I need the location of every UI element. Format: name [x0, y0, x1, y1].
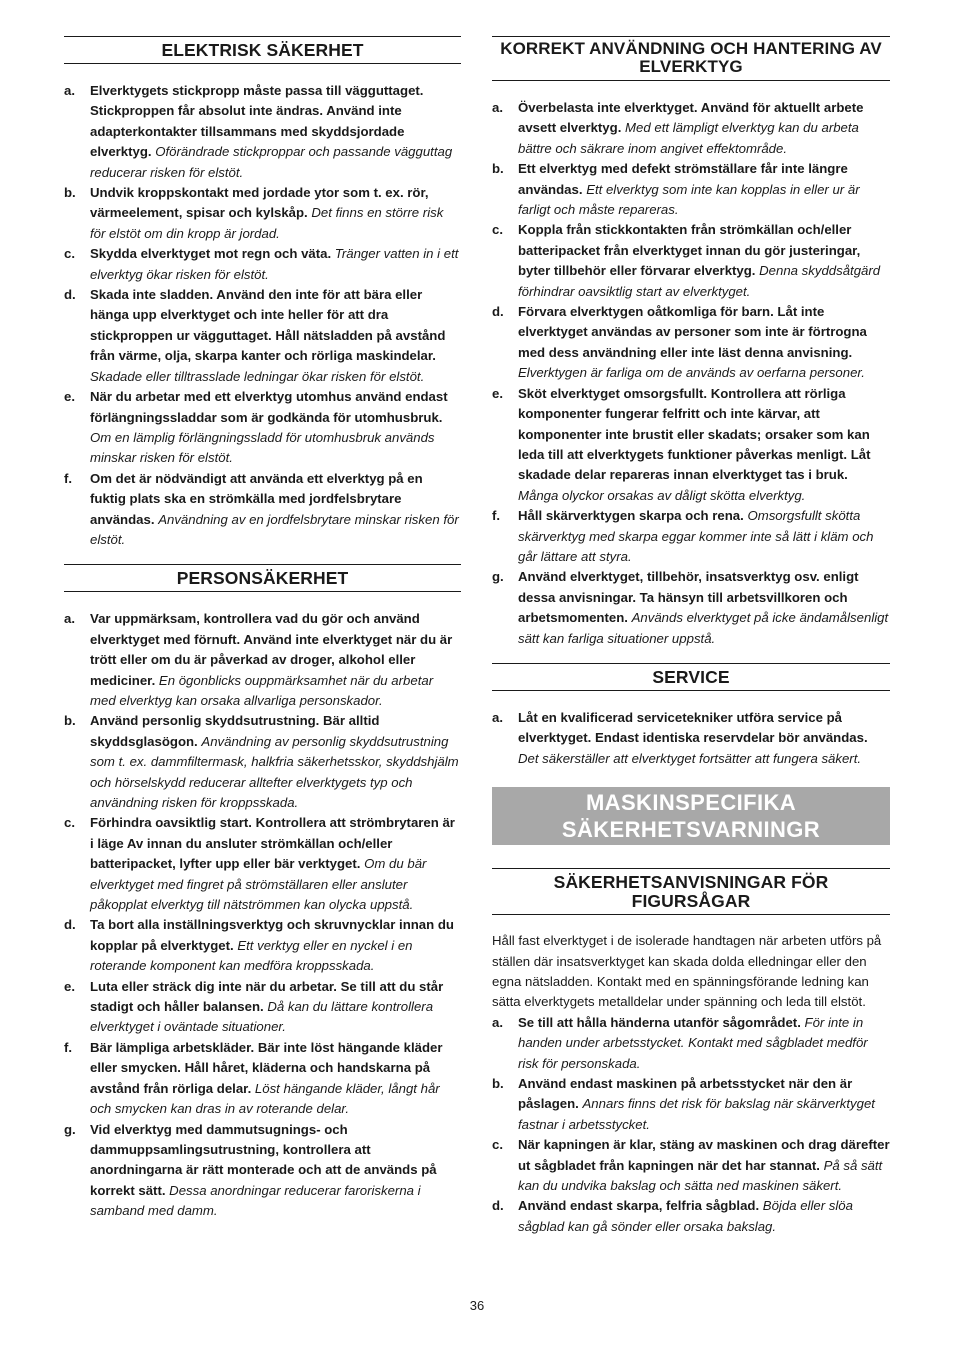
item-explanation: Ett verktyg eller en nyckel i en roterande komponent kan medföra kroppsskada. [90, 937, 413, 974]
item-explanation: På så sätt kan du undvika bakslag och sätta ned maskinen säkert. [518, 1157, 883, 1194]
item-instruction: Överbelasta inte elverktyget. Använd för aktuellt arbete avsett elverktyg. [518, 100, 864, 136]
item-letter: b. [492, 161, 504, 177]
banner-line-1: MASKINSPECIFIKA [585, 790, 797, 816]
section-title-figursagar: SÄKERHETSANVISNINGAR FÖR FIGURSÅGAR [492, 868, 890, 915]
section-title-personsakerhet: PERSONSÄKERHET [64, 564, 461, 592]
item-explanation: Skadade eller tilltrasslade ledningar ökar risken för elstöt. [90, 368, 425, 384]
item-explanation: Dessa anordningar reducerar faroriskerna i samband med damm. [90, 1182, 421, 1219]
item-letter: f. [492, 508, 501, 524]
figursagar-intro: Håll fast elverktyget i de isolerade handtagen när arbeten utförs på ställen där insatsverktyget kan skada dolda elledningar eller den egna nätsladden. Kontakt med en spänningsförande ledning kan sätta elverktygets metalldelar under spänning och leda till elstöt. [492, 933, 882, 1010]
item-explanation: Då kan du lättare kontrollera elverktyget i oväntade situationer. [90, 999, 434, 1035]
item-letter: b. [492, 1076, 504, 1092]
item-instruction: När kapningen är klar, stäng av maskinen och drag därefter ut sågbladet från kapningen när det har stannat. [518, 1137, 890, 1173]
item-instruction: Använd endast skarpa, felfria sågblad. [518, 1198, 760, 1214]
item-instruction: Var uppmärksam, kontrollera vad du gör och använd elverktyget med förnuft. Använd inte elverktyget när du är trött eller om du är påverkad av droger, alkohol eller mediciner. [90, 611, 453, 688]
list-item [492, 506, 890, 567]
item-explanation: Användning av en jordfelsbrytare minskar risken för elstöt. [90, 511, 459, 547]
list-item [64, 915, 461, 976]
item-instruction: Håll skärverktygen skarpa och rena. [518, 508, 744, 524]
item-explanation: Ett elverktyg som inte kan kopplas in eller ur är farligt och måste repareras. [518, 181, 860, 218]
list-item [64, 183, 461, 244]
item-explanation: Elverktygen är farliga om de används av oerfarna personer. [518, 365, 865, 381]
item-letter: c. [492, 1137, 503, 1153]
list-item [492, 302, 890, 384]
item-letter: a. [492, 100, 503, 115]
list-item [64, 813, 461, 915]
item-letter: b. [64, 185, 76, 201]
item-explanation: Löst hängande kläder, långt hår och smycken kan dras in av roterande delar. [90, 1080, 440, 1117]
service-list [492, 708, 890, 769]
item-instruction: Sköt elverktyget omsorgsfullt. Kontrollera att rörliga komponenter fungerar felfritt och inte kärvar, att komponenter inte brustit eller skadats; orsaker som kan leda till att elverktygets funktioner påverkas menligt. Låt skadade delar repareras innan elverktyget tas i bruk. [518, 385, 871, 483]
item-instruction: När du arbetar med ett elverktyg utomhus använd endast förlängningssladdar som är godkända för utomhusbruk. [90, 389, 448, 425]
list-item [64, 285, 461, 387]
list-item [64, 81, 461, 183]
item-explanation: Tränger vatten in i ett elverktyg ökar risken för elstöt. [90, 246, 459, 282]
item-instruction: Undvik kroppskontakt med jordade ytor som t. ex. rör, värmeelement, spisar och kylskåp. [90, 185, 429, 221]
item-letter: g. [492, 569, 504, 585]
right-column [492, 36, 890, 1237]
list-item [492, 98, 890, 159]
list-item [492, 1074, 890, 1135]
item-letter: e. [64, 978, 75, 994]
item-letter: f. [64, 1039, 73, 1055]
list-item [64, 387, 461, 469]
item-instruction: Låt en kvalificerad servicetekniker utföra service på elverktyget. Endast identiska reservdelar bör användas. [518, 709, 868, 746]
list-item [492, 220, 890, 302]
item-letter: e. [492, 385, 503, 401]
item-instruction: Använd elverktyget, tillbehör, insatsverktyg osv. enligt dessa anvisningar. Ta hänsyn till arbetsvillkoren och arbetsmomenten. [518, 569, 859, 626]
item-explanation: Det säkerställer att elverktyget fortsätter att fungera säkert. [518, 750, 862, 766]
list-item [64, 609, 461, 711]
page-number: 36 [469, 1298, 485, 1313]
section-title-elektrisk-sakerhet: ELEKTRISK SÄKERHET [64, 36, 461, 64]
list-item [492, 708, 890, 769]
item-instruction: Koppla från stickkontakten från strömkällan och/eller batteripacket från elverktyget innan du gör justeringar, byter tillbehör eller förvarar elverktyg. [518, 222, 861, 279]
figursagar-list [492, 1013, 890, 1237]
item-instruction: Förvara elverktygen oåtkomliga för barn. Låt inte elverktyget användas av personer som inte är förtrogna med dess användning eller inte läst denna anvisning. [518, 304, 867, 360]
item-explanation: För inte in handen under arbetsstycket. Kontakt med sågbladet medför risk för personskada. [518, 1014, 868, 1071]
section-title-korrekt-anvandning: KORREKT ANVÄNDNING OCH HANTERING AV ELVERKTYG [492, 36, 890, 81]
item-explanation: Användning av personlig skyddsutrustning som t. ex. dammfiltermask, halkfria säkerhetsskor, skyddshjälm och hörselskydd reducerar alltefter elverktygets typ och användning risken för kroppsskada. [90, 733, 459, 810]
elektrisk-sakerhet-list [64, 81, 461, 550]
item-explanation: Omsorgsfullt skötta skärverktyg med skarpa eggar kommer inte så lätt i kläm och går lättare att styra. [518, 508, 874, 564]
item-letter: g. [64, 1121, 76, 1137]
item-instruction: Se till att hålla händerna utanför sågområdet. [518, 1014, 801, 1030]
item-instruction: Använd personlig skyddsutrustning. Bär alltid skyddsglasögon. [90, 713, 380, 749]
item-letter: a. [64, 83, 75, 98]
item-instruction: Skada inte sladden. Använd den inte för att bära eller hänga upp elverktyget och inte heller för att dra stickproppen ur vägguttaget. Håll nätsladden på avstånd från värme, olja, skarpa kanter och rörliga maskindelar. [90, 287, 446, 364]
item-instruction: Skydda elverktyget mot regn och väta. [90, 246, 332, 262]
item-explanation: Om du bär elverktyget med fingret på strömställaren eller ansluter påkopplat elverktyg till nätströmmen kan olycka uppstå. [90, 856, 427, 913]
list-item [492, 1196, 890, 1237]
item-explanation: Böjda eller slöa sågblad kan gå sönder eller orsaka bakslag. [518, 1198, 853, 1234]
item-letter: e. [64, 389, 75, 405]
item-instruction: Luta eller sträck dig inte när du arbetar. Se till att du står stadigt och håller balansen. [90, 978, 444, 1015]
item-explanation: Oförändrade stickproppar och passande vägguttag reducerar risken för elstöt. [90, 144, 453, 180]
section-title-service: SERVICE [492, 663, 890, 691]
list-item [492, 1135, 890, 1196]
item-letter: d. [64, 287, 76, 303]
item-instruction: Bär lämpliga arbetskläder. Bär inte löst hängande kläder eller smycken. Håll håret, kläderna och handskarna på avstånd från rörliga delar. [90, 1039, 443, 1096]
list-item [64, 1038, 461, 1120]
list-item [492, 1013, 890, 1074]
item-instruction: Förhindra oavsiktlig start. Kontrollera att strömbrytaren är i läge Av innan du ansluter strömkällan och/eller batteripacket, lyfter upp eller bär verktyget. [90, 815, 455, 872]
list-item [64, 244, 461, 285]
list-item [492, 567, 890, 649]
item-letter: a. [64, 611, 75, 627]
item-instruction: Ta bort alla inställningsverktyg och skruvnycklar innan du kopplar på elverktyget. [90, 917, 454, 953]
item-explanation: Denna skyddsåtgärd förhindrar oavsiktlig start av elverktyget. [518, 263, 881, 299]
item-explanation: En ögonblicks ouppmärksamhet när du arbetar med elverktyg kan orsaka allvarliga personskador. [90, 672, 434, 708]
item-letter: d. [64, 917, 76, 933]
item-letter: c. [64, 815, 75, 831]
item-explanation: Används elverktyget på icke ändamålsenligt sätt kan farliga situationer uppstå. [518, 610, 889, 646]
item-letter: d. [492, 304, 504, 320]
item-instruction: Använd endast maskinen på arbetsstycket när den är påslagen. [518, 1076, 853, 1112]
item-letter: a. [492, 1014, 503, 1030]
item-instruction: Vid elverktyg med dammutsugnings- och dammuppsamlingsutrustning, kontrollera att anordningarna är rätt monterade och att de används på korrekt sätt. [90, 1121, 437, 1198]
list-item [64, 469, 461, 551]
item-instruction: Ett elverktyg med defekt strömställare får inte längre användas. [518, 161, 848, 197]
left-column [64, 36, 461, 1222]
item-explanation: Om en lämplig förlängningssladd för utomhusbruk används minskar risken för elstöt. [90, 429, 435, 466]
personsakerhet-list [64, 609, 461, 1221]
item-instruction: Om det är nödvändigt att använda ett elverktyg på en fuktig plats ska en strömkälla med jordfelsbrytare användas. [90, 470, 423, 527]
korrekt-anvandning-list [492, 98, 890, 649]
list-item [64, 1120, 461, 1222]
item-instruction: Elverktygets stickpropp måste passa till vägguttaget. Stickproppen får absolut inte ändras. Använd inte adapterkontakter tillsammans med skyddsjordade elverktyg. [90, 83, 424, 160]
list-item [492, 384, 890, 506]
item-letter: f. [64, 470, 73, 486]
maskinspecifika-banner [492, 787, 890, 845]
item-letter: c. [492, 222, 503, 238]
item-explanation: Annars finns det risk för bakslag när skärverktyget fastnar i arbetsstycket. [518, 1096, 875, 1132]
item-explanation: Det finns en större risk för elstöt om din kropp är jordad. [90, 205, 444, 241]
banner-line-2: SÄKERHETSVARNINGR [561, 817, 821, 843]
item-explanation: Med ett lämpligt elverktyg kan du arbeta bättre och säkrare inom angivet effektområde. [518, 120, 859, 156]
item-explanation: Många olyckor orsakas av dåligt skötta elverktyg. [518, 487, 806, 503]
item-letter: d. [492, 1198, 504, 1214]
list-item [492, 159, 890, 220]
list-item [64, 711, 461, 813]
item-letter: c. [64, 246, 75, 262]
item-letter: a. [492, 709, 503, 725]
list-item [64, 977, 461, 1038]
item-letter: b. [64, 713, 76, 729]
